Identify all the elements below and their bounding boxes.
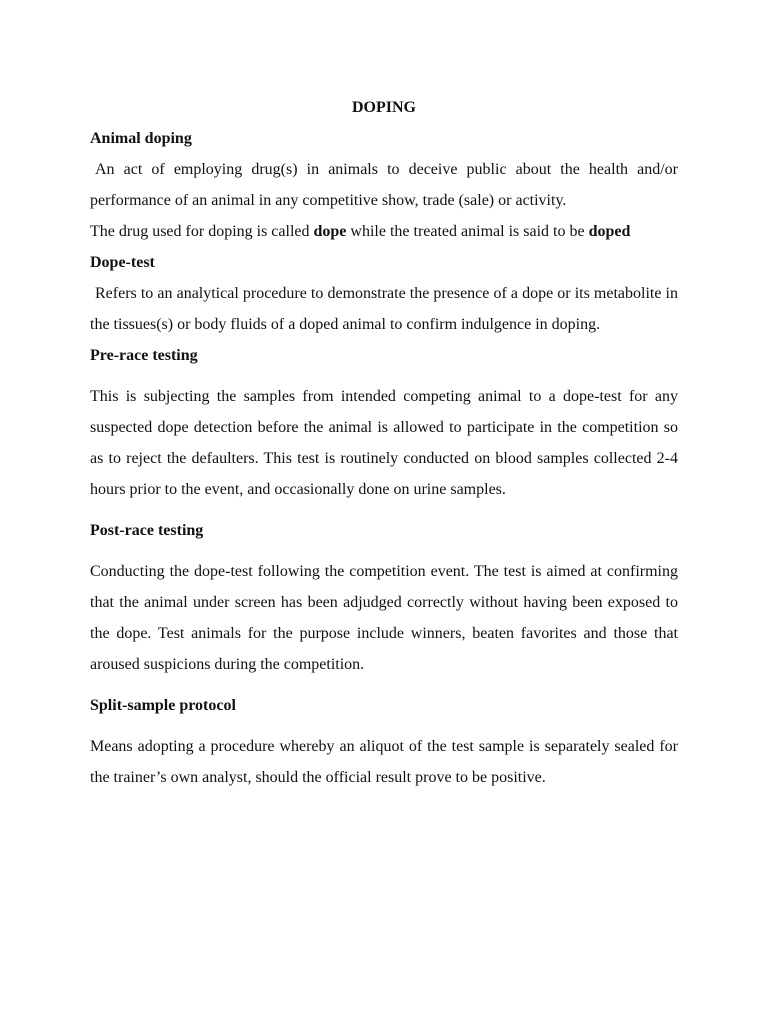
doped-term: doped bbox=[588, 223, 631, 240]
dope-sentence-start: The drug used for doping is called bbox=[90, 223, 310, 240]
post-race-text: Conducting the dope-test following the competition event. The test is aimed at confirming that the animal under screen has been adjudged correctly without having been exposed to the dope. Test animals for the purpose include winners, beaten favorites and those that aroused suspicions during the competition. bbox=[90, 563, 678, 673]
dope-test-text: Refers to an analytical procedure to demonstrate the presence of a dope or its metabolite in the tissues(s) or body fluids of a doped animal to confirm indulgence in doping. bbox=[90, 285, 678, 333]
split-sample-text: Means adopting a procedure whereby an aliquot of the test sample is separately sealed for the trainer’s own analyst, should the official result prove to be positive. bbox=[90, 738, 678, 786]
document-page bbox=[90, 92, 678, 793]
pre-race-text: This is subjecting the samples from intended competing animal to a dope-test for any suspected dope detection before the animal is allowed to participate in the competition so as to reject the defaulters. This test is routinely conducted on blood samples collected 2-4 hours prior to the event, and occasionally done on urine samples. bbox=[90, 388, 678, 498]
dope-sentence-middle: while the treated animal is said to be bbox=[350, 223, 585, 240]
heading-pre-race-testing: Pre-race testing bbox=[90, 347, 198, 364]
heading-animal-doping: Animal doping bbox=[90, 130, 192, 147]
dope-term: dope bbox=[313, 223, 347, 240]
document-title: DOPING bbox=[352, 99, 416, 116]
dope-definition-sentence bbox=[90, 216, 678, 247]
heading-dope-test: Dope-test bbox=[90, 254, 155, 271]
heading-post-race-testing: Post-race testing bbox=[90, 522, 204, 539]
animal-doping-definition: An act of employing drug(s) in animals to deceive public about the health and/or performance of an animal in any competitive show, trade (sale) or activity. bbox=[90, 161, 678, 209]
heading-split-sample-protocol: Split-sample protocol bbox=[90, 697, 236, 714]
